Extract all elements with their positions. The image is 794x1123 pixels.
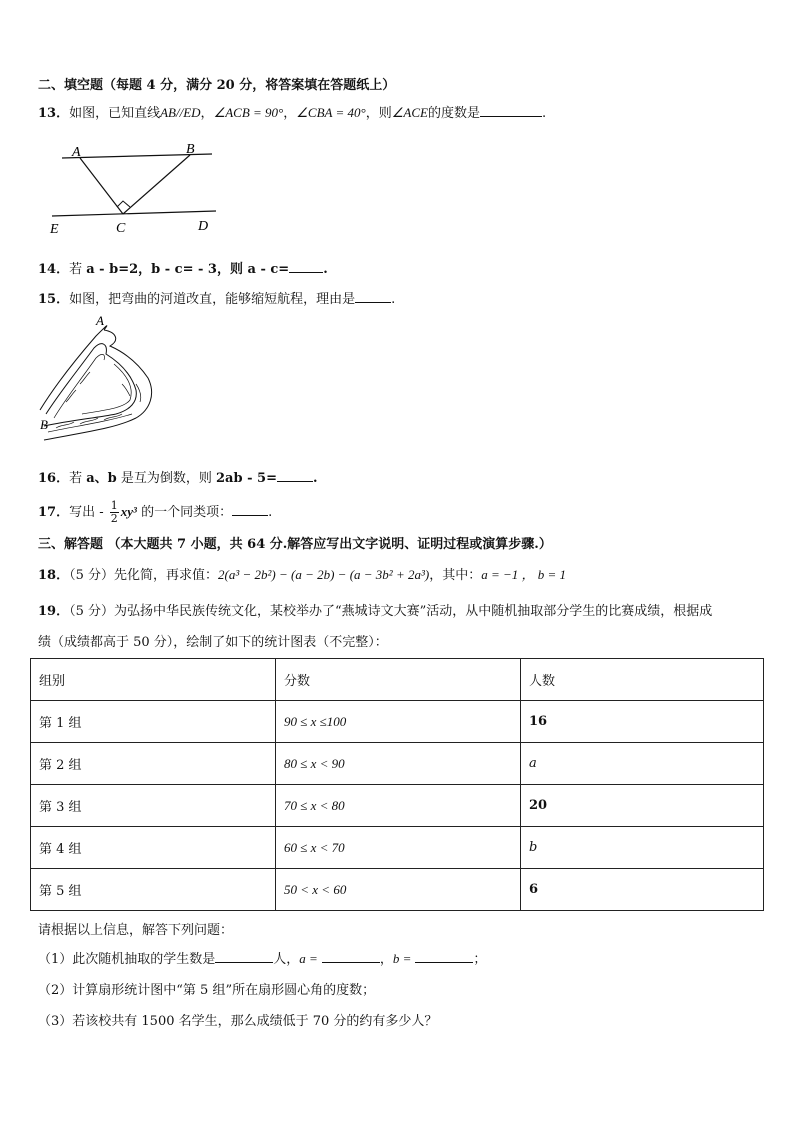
answer-blank[interactable] bbox=[215, 950, 273, 963]
river-bank-left-outer bbox=[40, 326, 107, 410]
period: . bbox=[391, 292, 396, 307]
answer-blank[interactable] bbox=[415, 950, 473, 963]
question-number: 15． bbox=[38, 292, 70, 307]
table-row bbox=[31, 701, 764, 743]
label-c: C bbox=[116, 221, 126, 236]
separator: ， bbox=[379, 952, 393, 967]
table-header-row bbox=[31, 659, 764, 701]
question-18 bbox=[38, 566, 566, 585]
question-text: 人， bbox=[273, 952, 300, 967]
question-number: 16． bbox=[38, 471, 70, 486]
table-cell: 80 ≤ x < 90 bbox=[276, 743, 521, 785]
question-text: 写出 - bbox=[69, 505, 108, 520]
math-expression: xy³ bbox=[120, 504, 137, 519]
table-header-cell: 分数 bbox=[276, 659, 521, 701]
question-text: 若 bbox=[69, 471, 87, 486]
table-header-cell: 人数 bbox=[521, 659, 764, 701]
question-number: 19． bbox=[38, 604, 70, 619]
table-cell: 20 bbox=[521, 785, 764, 827]
question-text: ，则 bbox=[365, 106, 392, 121]
table-cell: 第 5 组 bbox=[31, 869, 276, 911]
table-cell: b bbox=[521, 827, 764, 869]
math-expression: 2ab - 5= bbox=[216, 471, 277, 486]
fraction-numerator: 1 bbox=[110, 499, 118, 512]
question-number: 13． bbox=[38, 106, 70, 121]
label-d: D bbox=[198, 219, 209, 234]
question-number: 17． bbox=[38, 505, 70, 520]
separator: ； bbox=[473, 952, 487, 967]
table-cell: 60 ≤ x < 70 bbox=[276, 827, 521, 869]
math-expression: AB//ED bbox=[160, 105, 201, 120]
sub-question-2: （2）计算扇形统计图中“第 5 组”所在扇形圆心角的度数； bbox=[38, 983, 376, 998]
question-19-line-2: 绩（成绩都高于 50 分），绘制了如下的统计图表（不完整）： bbox=[38, 635, 388, 650]
answer-blank[interactable] bbox=[277, 469, 313, 482]
separator: ， bbox=[200, 106, 214, 121]
label-b: B bbox=[186, 142, 195, 157]
question-text: 的一个同类项： bbox=[136, 505, 233, 520]
geometry-figure-parallel-lines bbox=[40, 138, 230, 238]
question-14 bbox=[38, 260, 328, 279]
table-cell: 第 2 组 bbox=[31, 743, 276, 785]
section-3-heading: 三、解答题 （本大题共 7 小题，共 64 分.解答应写出文字说明、证明过程或演算步骤.） bbox=[38, 537, 552, 552]
question-text: （1）此次随机抽取的学生数是 bbox=[38, 952, 216, 967]
answer-blank[interactable] bbox=[322, 950, 380, 963]
math-condition: a = −1 ， b = 1 bbox=[481, 567, 567, 582]
math-expression: 2(a³ − 2b²) − (a − 2b) − (a − 3b² + 2a³) bbox=[218, 567, 430, 582]
label-b: B bbox=[40, 417, 48, 432]
math-expression: ∠ACB = 90° bbox=[213, 105, 284, 120]
right-angle-mark bbox=[117, 201, 130, 207]
table-row bbox=[31, 743, 764, 785]
river-figure bbox=[36, 314, 166, 444]
fraction-denominator: 2 bbox=[110, 512, 118, 525]
table-row bbox=[31, 785, 764, 827]
question-19-line-1 bbox=[38, 603, 712, 621]
instruction-text: 请根据以上信息，解答下列问题： bbox=[38, 923, 234, 938]
table-cell: 50 < x < 60 bbox=[276, 869, 521, 911]
math-expression: ∠ACE bbox=[391, 105, 428, 120]
math-expression: a - b=2，b - c= - 3，则 a - c= bbox=[86, 262, 290, 277]
math-expression: ∠CBA = 40° bbox=[296, 105, 366, 120]
table-cell: a bbox=[521, 743, 764, 785]
math-expression: b = bbox=[392, 951, 412, 966]
question-text: （5 分）先化简，再求值： bbox=[69, 568, 218, 583]
period: . bbox=[268, 505, 273, 520]
answer-blank[interactable] bbox=[355, 290, 391, 303]
fraction bbox=[110, 500, 119, 525]
score-table bbox=[30, 658, 764, 911]
question-number: 18． bbox=[38, 568, 70, 583]
table-cell: 第 4 组 bbox=[31, 827, 276, 869]
table-cell: 6 bbox=[521, 869, 764, 911]
question-text: ，其中： bbox=[429, 568, 482, 583]
label-a: A bbox=[72, 145, 81, 160]
separator: ， bbox=[283, 106, 297, 121]
segment-ac bbox=[80, 158, 123, 214]
question-text: 如图，把弯曲的河道改直，能够缩短航程，理由是 bbox=[69, 292, 356, 307]
math-expression: a = bbox=[299, 951, 318, 966]
table-header-cell: 组别 bbox=[31, 659, 276, 701]
question-number: 14． bbox=[38, 262, 70, 277]
question-text: 若 bbox=[69, 262, 87, 277]
sub-question-1 bbox=[38, 950, 486, 969]
sub-question-3: （3）若该校共有 1500 名学生，那么成绩低于 70 分的约有多少人？ bbox=[38, 1014, 438, 1029]
period: . bbox=[323, 262, 328, 277]
period: . bbox=[312, 471, 318, 486]
segment-bc bbox=[123, 155, 190, 214]
question-text: 如图，已知直线 bbox=[69, 106, 161, 121]
math-expression: a、b bbox=[86, 471, 117, 486]
line-ed bbox=[52, 211, 216, 216]
river-bank-right-outer bbox=[44, 330, 152, 440]
label-a: A bbox=[96, 314, 104, 328]
table-cell: 16 bbox=[521, 701, 764, 743]
question-text: （5 分）为弘扬中华民族传统文化，某校举办了“燕城诗文大赛”活动，从中随机抽取部分学生的比赛成绩，根据成 bbox=[69, 604, 713, 619]
label-e: E bbox=[50, 222, 59, 237]
answer-blank[interactable] bbox=[289, 260, 323, 273]
table-cell: 第 1 组 bbox=[31, 701, 276, 743]
question-13 bbox=[38, 104, 546, 123]
question-15 bbox=[38, 290, 395, 309]
table-cell: 第 3 组 bbox=[31, 785, 276, 827]
table-row bbox=[31, 869, 764, 911]
question-17 bbox=[38, 497, 272, 528]
answer-blank[interactable] bbox=[480, 104, 542, 117]
section-2-heading: 二、填空题（每题 4 分，满分 20 分，将答案填在答题纸上） bbox=[38, 78, 396, 93]
question-text: 的度数是 bbox=[427, 106, 480, 121]
answer-blank[interactable] bbox=[232, 503, 268, 516]
table-row bbox=[31, 827, 764, 869]
question-text: 是互为倒数，则 bbox=[116, 471, 217, 486]
table-cell: 70 ≤ x < 80 bbox=[276, 785, 521, 827]
table-cell: 90 ≤ x ≤100 bbox=[276, 701, 521, 743]
period: . bbox=[541, 106, 547, 121]
question-16 bbox=[38, 469, 318, 488]
